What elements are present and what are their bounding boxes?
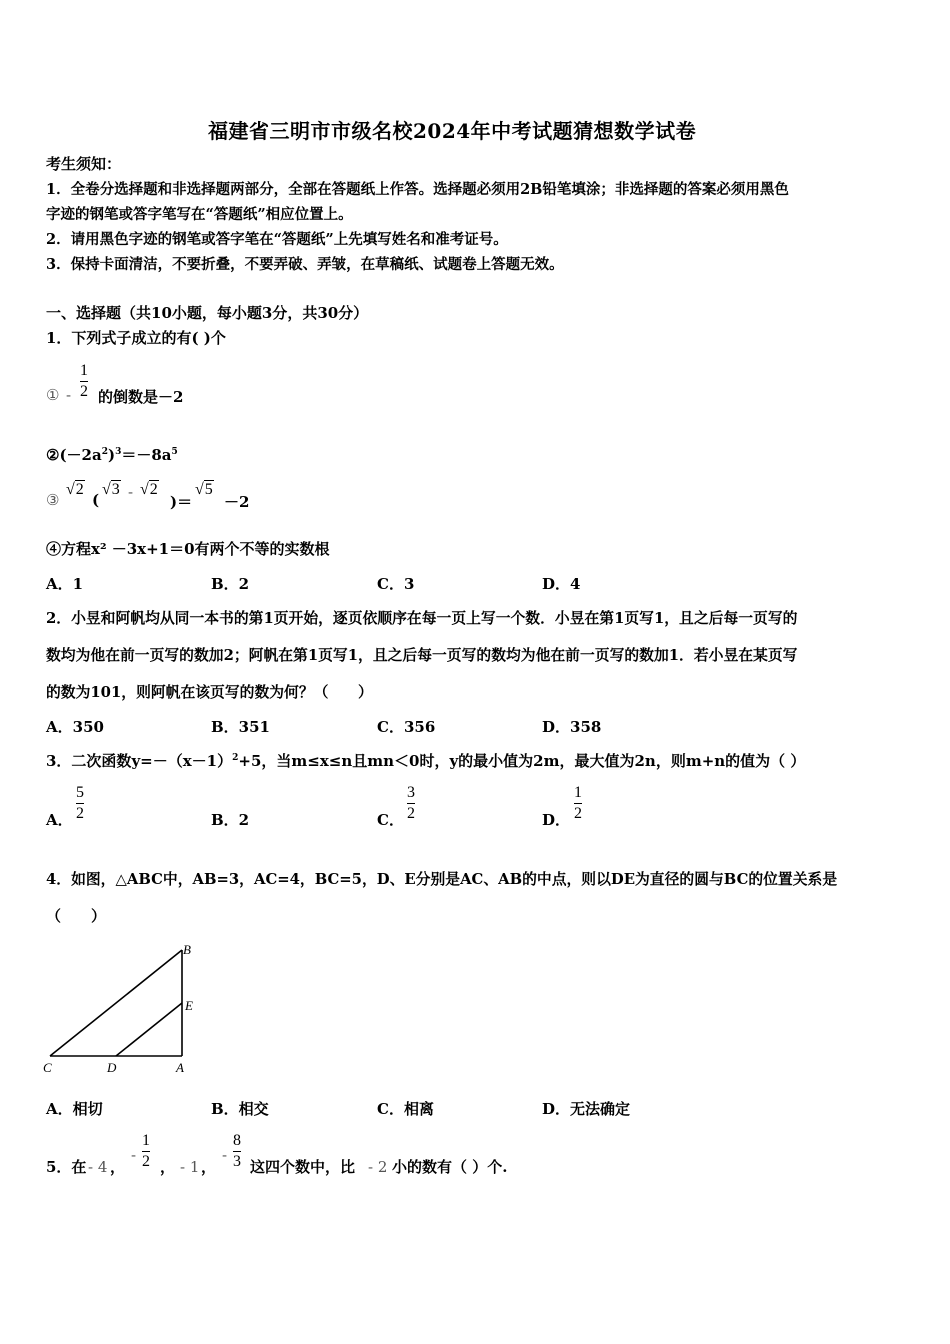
q3-option-a-label[interactable]: A． xyxy=(46,811,73,829)
q5-n1: - 4 xyxy=(88,1158,108,1176)
q4-option-b[interactable]: B．相交 xyxy=(211,1100,269,1118)
q1-s3-close: )＝ xyxy=(170,493,193,511)
q1-s2-mid: ) xyxy=(107,446,116,464)
q3-option-c-fraction[interactable] xyxy=(407,784,415,823)
q2-option-b[interactable]: B．351 xyxy=(211,718,270,736)
sqrt-2-a: √2 xyxy=(66,481,84,498)
label-e: E xyxy=(185,998,193,1013)
q4-line-1: 4．如图，△ABC中，AB=3，AC=4，BC=5，D、E分别是AC、AB的中点，则以DE为直径的圆与BC的位置关系是 xyxy=(46,871,838,888)
q1-s1-prefix: ① xyxy=(46,386,60,404)
q1-s2-end: ＝－8a xyxy=(121,446,172,464)
q1-s2-exp2: 3 xyxy=(115,447,122,457)
q5-prefix: 5．在 xyxy=(46,1158,87,1176)
q1-s3-end: －2 xyxy=(224,493,250,511)
q3-stem-b: +5，当m≤x≤n且mn＜0时，y的最小值为2m，最大值为2n，则m+n的值为（ ） xyxy=(238,752,806,770)
q3-d-den: 2 xyxy=(574,805,582,822)
q5-sep2: ， xyxy=(160,1158,176,1176)
q1-s3-minus: - xyxy=(128,483,134,501)
q1-option-b[interactable]: B．2 xyxy=(211,575,250,593)
q1-s1-text: 的倒数是－2 xyxy=(98,388,184,406)
q1-s1-den: 2 xyxy=(80,383,88,400)
q1-s2 xyxy=(46,444,178,465)
q5-n5: - 2 xyxy=(368,1158,388,1176)
q2-line-1: 2．小昱和阿帆均从同一本书的第1页开始，逐页依顺序在每一页上写一个数．小昱在第1页写1，且之后每一页写的 xyxy=(46,610,798,627)
q5-sep1: ， xyxy=(110,1158,126,1176)
notice-line-1a: 1．全卷分选择题和非选择题两部分，全部在答题纸上作答。选择题必须用2B铅笔填涂；非选择题的答案必须用黑色 xyxy=(46,181,789,198)
q1-s3-open: ( xyxy=(92,491,100,509)
label-b: B xyxy=(183,942,191,957)
q5-end: 小的数有（ ）个. xyxy=(392,1158,508,1176)
fraction-bar xyxy=(142,1151,150,1152)
fraction-bar xyxy=(76,803,84,804)
q3-option-d-label[interactable]: D． xyxy=(542,811,571,829)
segment-cb xyxy=(50,950,182,1056)
q3-option-d-fraction[interactable] xyxy=(574,784,582,823)
q4-option-a[interactable]: A．相切 xyxy=(46,1100,103,1118)
q3-option-b[interactable]: B．2 xyxy=(211,811,250,829)
q3-stem-a: 3．二次函数y=－（x－1） xyxy=(46,752,233,770)
sqrt-3: √3 xyxy=(102,481,120,498)
q2-option-c[interactable]: C．356 xyxy=(377,718,436,736)
notice-line-1b: 字迹的钢笔或答字笔写在“答题纸”相应位置上。 xyxy=(46,206,353,223)
page-title: 福建省三明市市级名校2024年中考试题猜想数学试卷 xyxy=(208,119,697,143)
q5-frac2-sign: - xyxy=(222,1146,228,1164)
q1-stem: 1．下列式子成立的有( )个 xyxy=(46,329,226,347)
q4-option-d[interactable]: D．无法确定 xyxy=(542,1100,631,1118)
fraction-bar xyxy=(233,1151,241,1152)
q1-s2-exp1: 2 xyxy=(101,447,108,457)
q1-s1-minus: - xyxy=(66,386,72,404)
q5-frac1-num: 1 xyxy=(142,1132,150,1149)
q1-option-a[interactable]: A．1 xyxy=(46,575,84,593)
q1-s1-fraction xyxy=(80,362,88,401)
q5-fraction-2 xyxy=(233,1132,241,1171)
q1-s2-prefix: ②(－2a xyxy=(46,446,102,464)
q3-stem-exp: 2 xyxy=(232,753,239,763)
q1-s2-exp3: 5 xyxy=(171,447,178,457)
q2-option-a[interactable]: A．350 xyxy=(46,718,104,736)
fraction-bar xyxy=(574,803,582,804)
label-d: D xyxy=(107,1060,117,1075)
sqrt-5: √5 xyxy=(195,481,213,498)
triangle-figure xyxy=(40,938,205,1078)
q5-n3: - 1 xyxy=(180,1158,200,1176)
q5-frac2-den: 3 xyxy=(233,1153,241,1170)
q4-line-2: （ ） xyxy=(46,907,107,925)
label-c: C xyxy=(43,1060,52,1075)
q3-option-c-label[interactable]: C． xyxy=(377,811,404,829)
q1-s4: ④方程x² －3x+1＝0有两个不等的实数根 xyxy=(46,540,330,558)
q3-stem xyxy=(46,750,805,771)
q3-a-num: 5 xyxy=(76,784,84,801)
q2-line-2: 数均为他在前一页写的数加2；阿帆在第1页写1，且之后每一页写的数均为他在前一页写的数加1．若小昱在某页写 xyxy=(46,647,798,664)
q3-c-den: 2 xyxy=(407,805,415,822)
q2-option-d[interactable]: D．358 xyxy=(542,718,602,736)
q1-s3-prefix: ③ xyxy=(46,491,60,509)
q3-d-num: 1 xyxy=(574,784,582,801)
section-heading: 一、选择题（共10小题，每小题3分，共30分） xyxy=(46,304,369,322)
notice-heading: 考生须知： xyxy=(46,155,122,173)
q4-option-c[interactable]: C．相离 xyxy=(377,1100,434,1118)
q2-line-3: 的数为101，则阿帆在该页写的数为何？（ ） xyxy=(46,684,373,701)
notice-line-3: 3．保持卡面清洁，不要折叠，不要弄破、弄皱，在草稿纸、试题卷上答题无效。 xyxy=(46,256,564,273)
q3-a-den: 2 xyxy=(76,805,84,822)
q1-option-d[interactable]: D．4 xyxy=(542,575,581,593)
q5-frac1-den: 2 xyxy=(142,1153,150,1170)
q3-c-num: 3 xyxy=(407,784,415,801)
sqrt-2-b: √2 xyxy=(140,481,158,498)
q5-fraction-1 xyxy=(142,1132,150,1171)
q3-option-a-fraction[interactable] xyxy=(76,784,84,823)
q5-sep3: ， xyxy=(201,1158,217,1176)
fraction-bar xyxy=(407,803,415,804)
q1-s1-num: 1 xyxy=(80,362,88,379)
segment-de xyxy=(116,1003,182,1056)
fraction-bar xyxy=(80,381,88,382)
q5-frac2-num: 8 xyxy=(233,1132,241,1149)
q5-mid: 这四个数中，比 xyxy=(250,1158,356,1176)
q1-option-c[interactable]: C．3 xyxy=(377,575,415,593)
q5-frac1-sign: - xyxy=(131,1146,137,1164)
notice-line-2: 2．请用黑色字迹的钢笔或答字笔在“答题纸”上先填写姓名和准考证号。 xyxy=(46,231,508,248)
label-a: A xyxy=(176,1060,184,1075)
